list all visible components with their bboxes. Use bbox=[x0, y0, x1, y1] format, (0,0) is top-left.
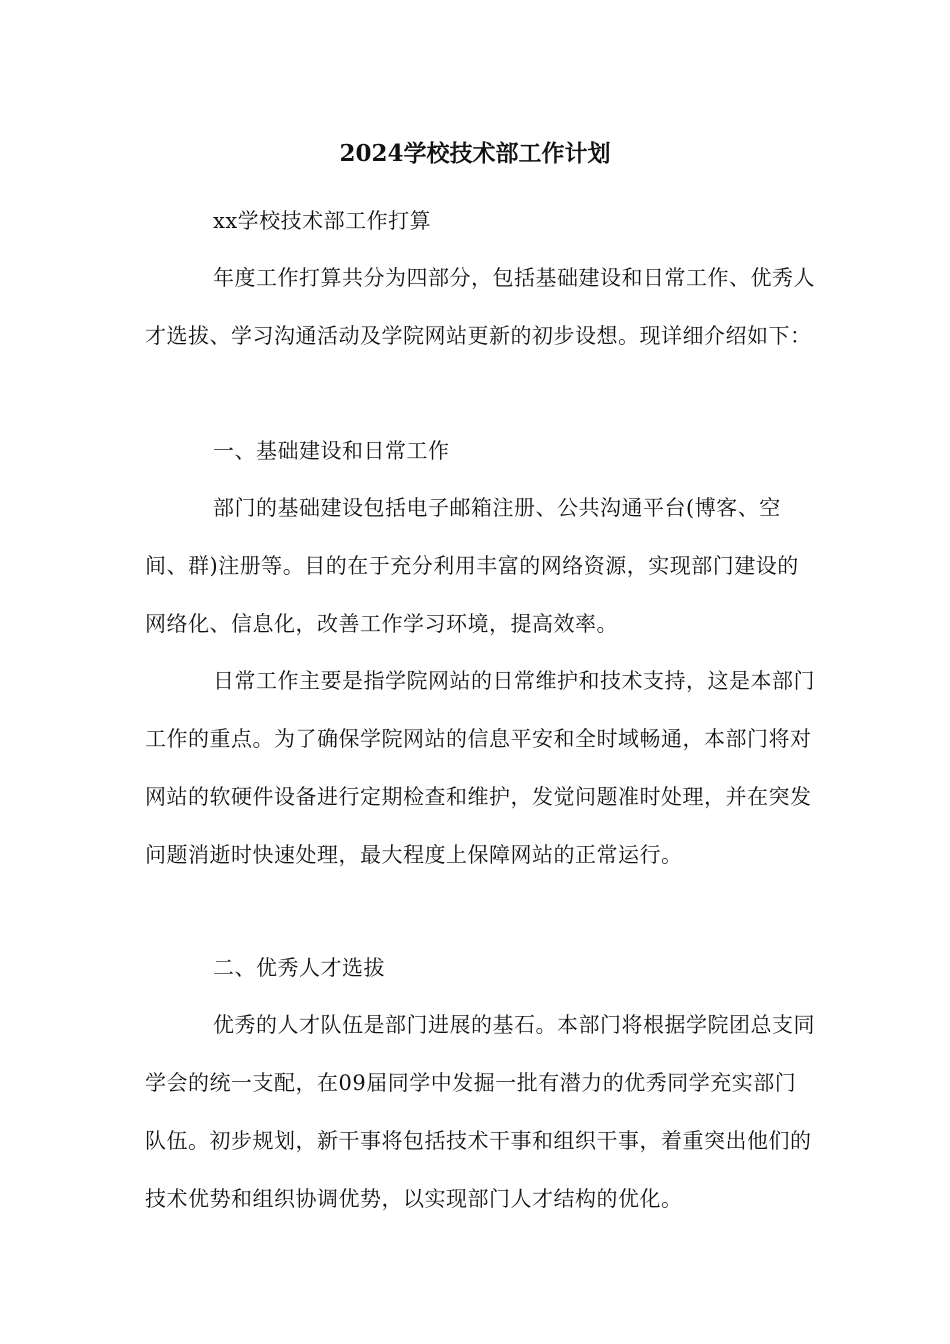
section-heading-2: 二、优秀人才选拔 bbox=[213, 956, 385, 980]
infrastructure-paragraph: 部门的基础建设包括电子邮箱注册、公共沟通平台(博客、空间、群)注册等。目的在于充分利用丰富的网络资源，实现部门建设的网络化、信息化，改善工作学习环境，提高效率。 bbox=[145, 496, 799, 636]
daily-work-paragraph: 日常工作主要是指学院网站的日常维护和技术支持，这是本部门工作的重点。为了确保学院网站的信息平安和全时域畅通，本部门将对网站的软硬件设备进行定期检查和维护，发觉问题准时处理，并在突发问题消逝时快速处理，最大程度上保障网站的正常运行。 bbox=[145, 669, 815, 867]
document-title: 2024学校技术部工作计划 bbox=[339, 140, 611, 167]
intro-paragraph: 年度工作打算共分为四部分，包括基础建设和日常工作、优秀人才选拔、学习沟通活动及学院网站更新的初步设想。现详细介绍如下： bbox=[145, 266, 815, 348]
talent-paragraph: 优秀的人才队伍是部门进展的基石。本部门将根据学院团总支同学会的统一支配，在09届同学中发掘一批有潜力的优秀同学充实部门队伍。初步规划，新干事将包括技术干事和组织干事，着重突出他们的技术优势和组织协调优势，以实现部门人才结构的优化。 bbox=[145, 1013, 815, 1211]
subtitle-paragraph: xx学校技术部工作打算 bbox=[213, 209, 432, 233]
section-heading-1: 一、基础建设和日常工作 bbox=[213, 439, 450, 463]
